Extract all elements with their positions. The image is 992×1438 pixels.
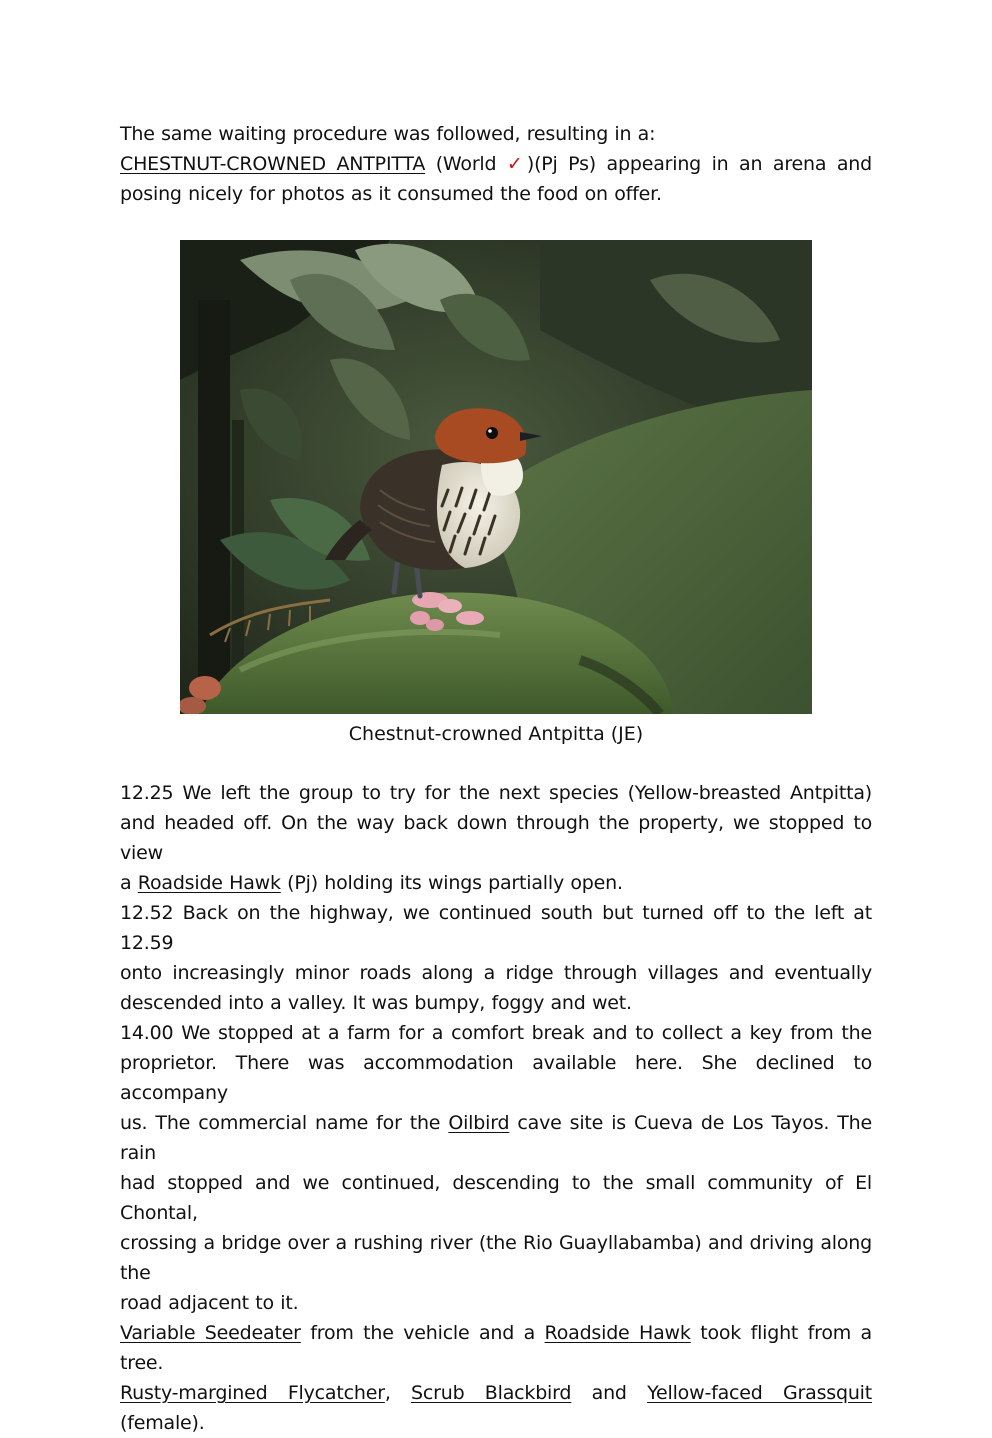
species-name: CHESTNUT-CROWNED ANTPITTA [120, 153, 426, 175]
species-name: Oilbird [448, 1112, 510, 1134]
text-fragment: )(Pj Ps) appearing in an arena and [526, 153, 872, 175]
text-line: 12.25 We left the group to try for the next species (Yellow-breasted Antpitta) [120, 782, 872, 804]
text-line: onto increasingly minor roads along a ridge through villages and eventually [120, 962, 872, 984]
paragraph-1252 [120, 898, 872, 1018]
text-line [120, 1108, 872, 1168]
text-fragment: (female). [120, 1412, 205, 1434]
paragraph-1225 [120, 778, 872, 898]
text-line [120, 868, 872, 898]
text-fragment: cave site is Cueva de Los Tayos. The rain [120, 1112, 872, 1164]
text-line: descended into a valley. It was bumpy, foggy and wet. [120, 992, 632, 1014]
text-fragment: us. The commercial name for the [120, 1112, 449, 1134]
text-fragment: took flight from a tree. [120, 1322, 872, 1374]
text-line: road adjacent to it. [120, 1292, 299, 1314]
text-fragment: , [384, 1382, 412, 1404]
text-line [120, 1378, 872, 1438]
species-name: Rusty-margined Flycatcher [120, 1382, 385, 1404]
text-fragment: (World [425, 153, 507, 175]
text-line [120, 1318, 872, 1378]
text-line: and headed off. On the way back down through the property, we stopped to view [120, 812, 872, 864]
text-fragment: (Pj) holding its wings partially open. [280, 872, 623, 894]
text-line [120, 149, 872, 179]
photo-caption: Chestnut-crowned Antpitta (JE) [348, 723, 644, 745]
tick-icon: ✓ [506, 153, 527, 175]
species-name: Scrub Blackbird [411, 1382, 572, 1404]
text-fragment: and [571, 1382, 648, 1404]
text-line: 12.52 Back on the highway, we continued south but turned off to the left at 12.59 [120, 902, 872, 954]
species-name: Roadside Hawk [544, 1322, 691, 1344]
text-line: 14.00 We stopped at a farm for a comfort break and to collect a key from the [120, 1022, 872, 1044]
text-fragment: from the vehicle and a [300, 1322, 545, 1344]
bird-photo [180, 240, 812, 714]
text-line: posing nicely for photos as it consumed the food on offer. [120, 183, 662, 205]
species-name: Variable Seedeater [120, 1322, 301, 1344]
paragraph-1400 [120, 1018, 872, 1438]
species-name: Roadside Hawk [137, 872, 281, 894]
text-fragment: a [120, 872, 138, 894]
text-line: crossing a bridge over a rushing river (the Rio Guayllabamba) and driving along the [120, 1232, 872, 1284]
antpitta-photo-illustration [180, 240, 812, 714]
text-line: had stopped and we continued, descending to the small community of El Chontal, [120, 1172, 872, 1224]
paragraph-intro [120, 119, 872, 209]
species-name: Yellow-faced Grassquit [647, 1382, 872, 1404]
text-line: proprietor. There was accommodation available here. She declined to accompany [120, 1052, 872, 1104]
text-line: The same waiting procedure was followed, resulting in a: [120, 123, 656, 145]
